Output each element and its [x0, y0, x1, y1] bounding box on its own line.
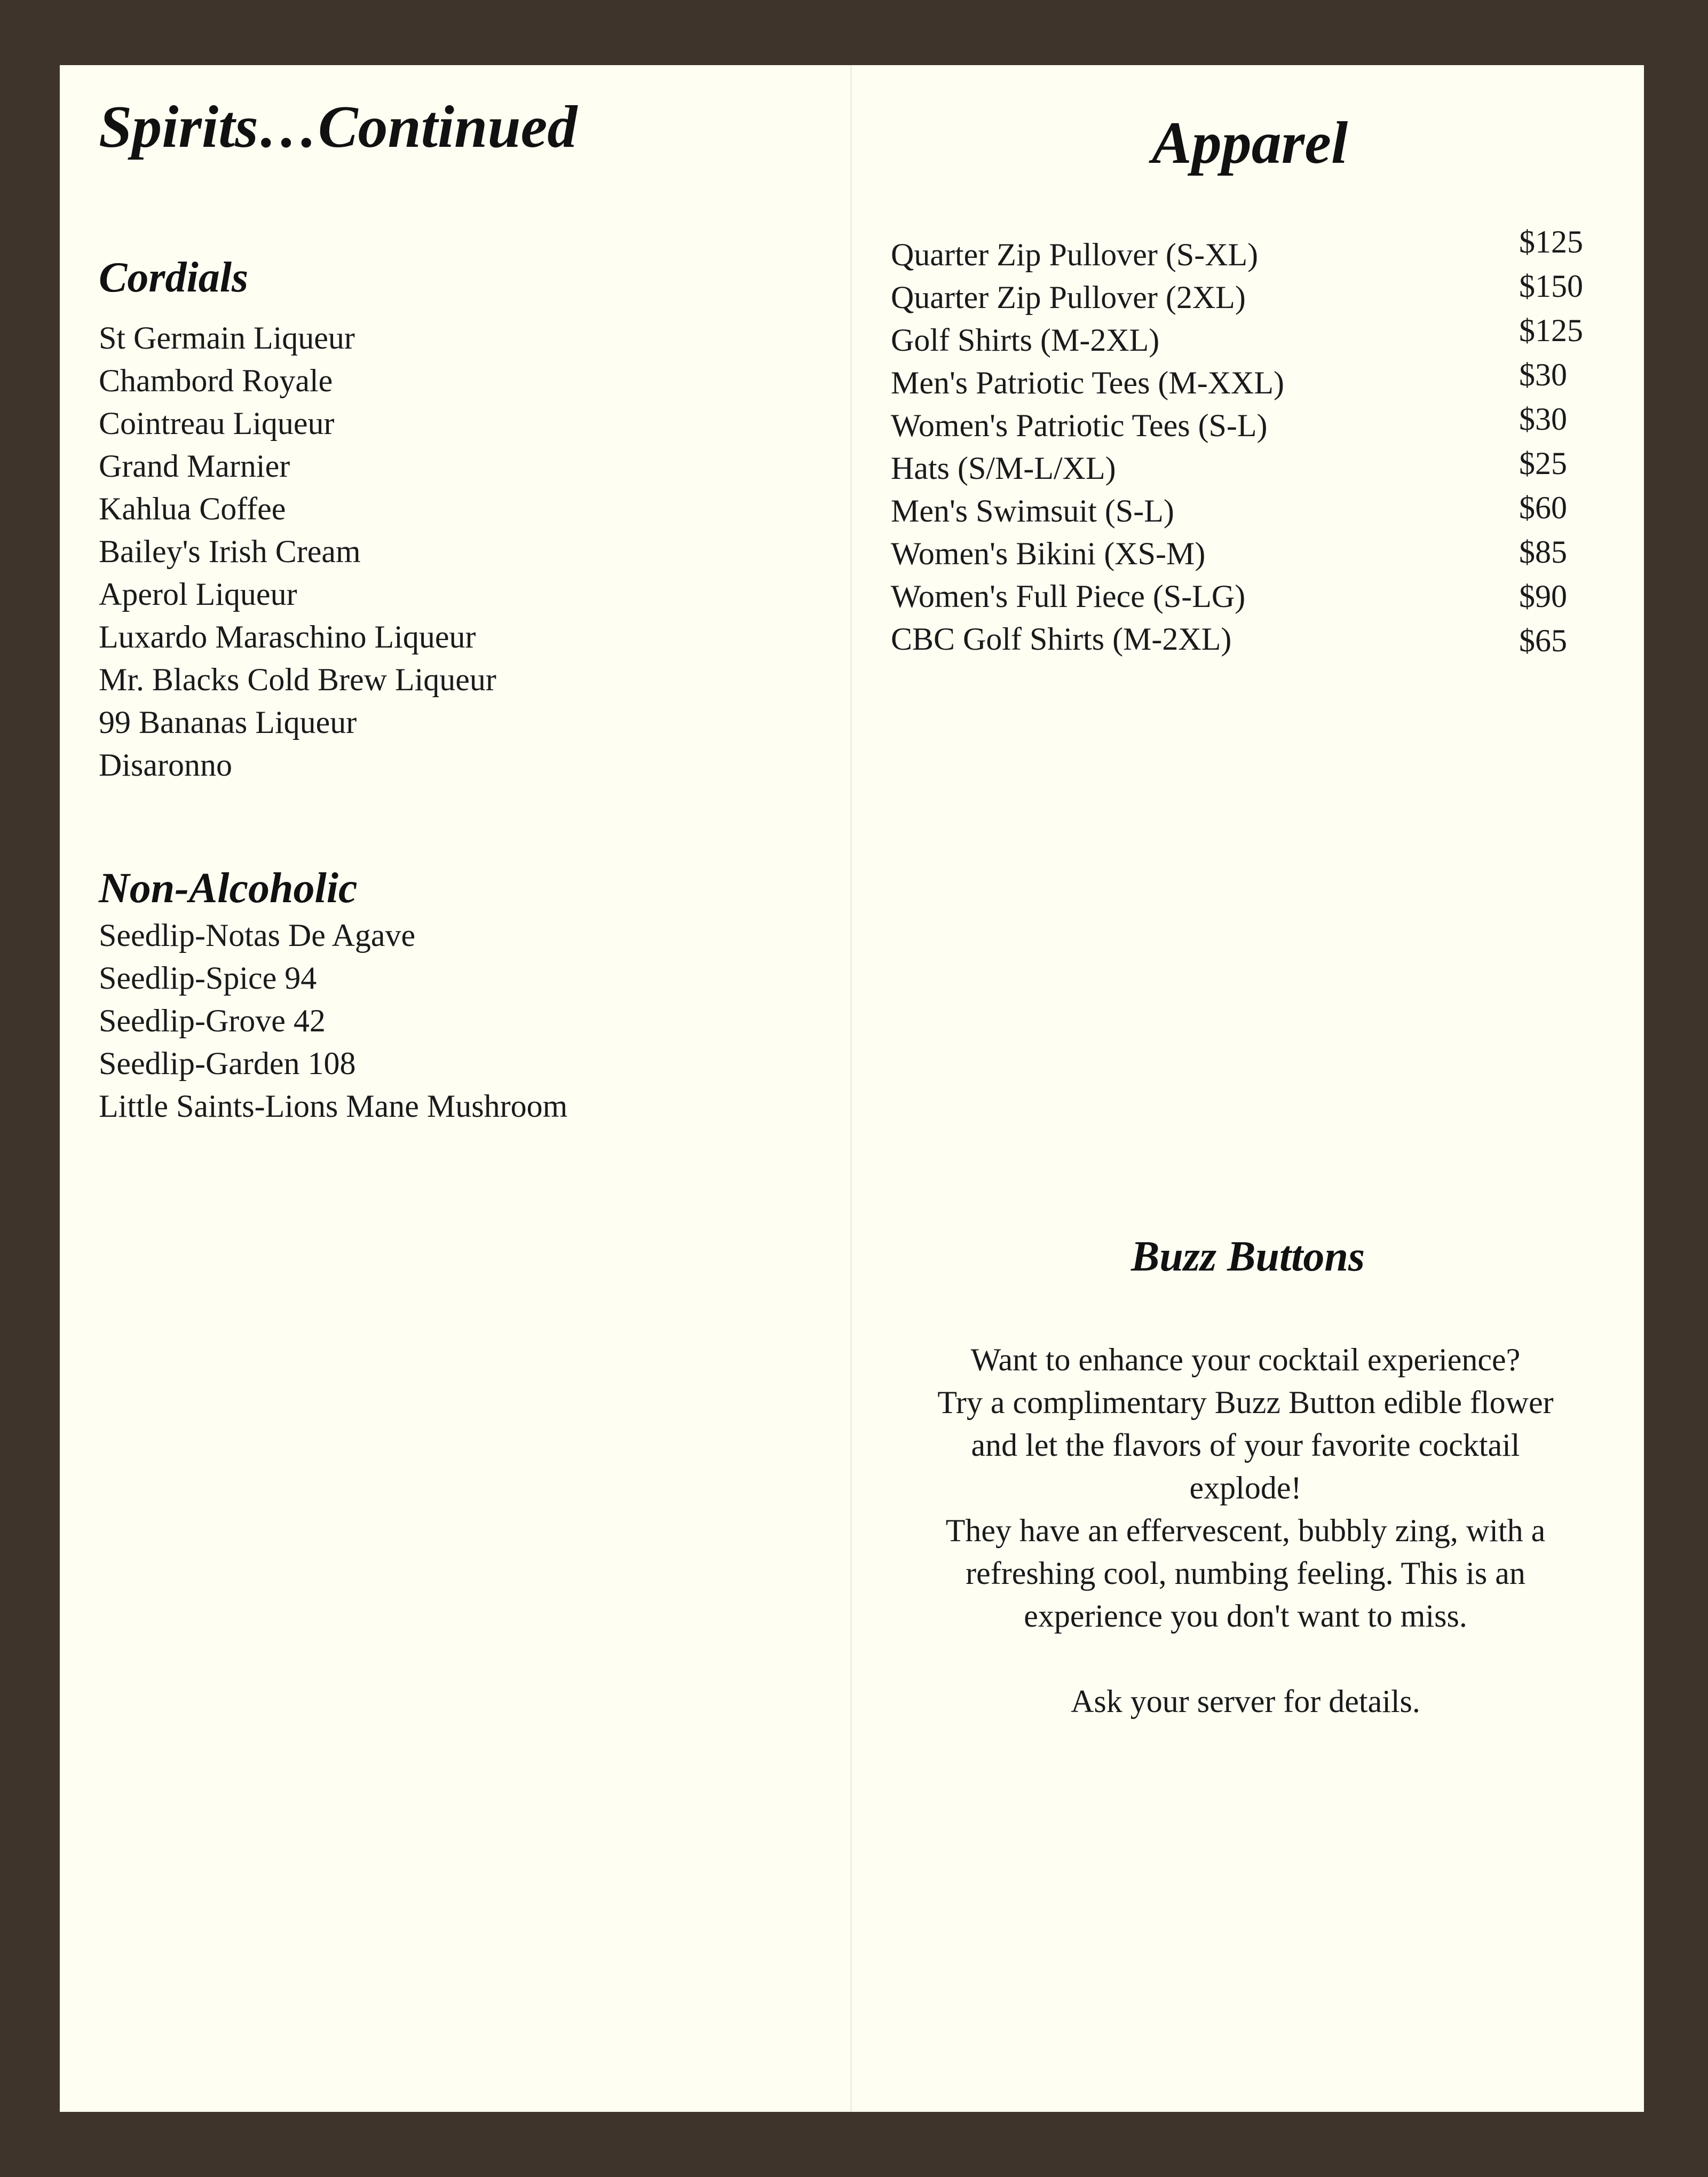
cordial-item: 99 Bananas Liqueur — [99, 705, 357, 740]
non-alcoholic-item: Little Saints-Lions Mane Mushroom — [99, 1088, 568, 1124]
buzz-description-line: and let the flavors of your favorite cocktail — [971, 1427, 1520, 1463]
cordial-item: Chambord Royale — [99, 363, 333, 398]
apparel-item-names — [891, 233, 1284, 660]
buzz-description-line: refreshing cool, numbing feeling. This is an — [966, 1556, 1525, 1591]
buzz-description-line: Want to enhance your cocktail experience? — [970, 1342, 1521, 1377]
cordials-list — [99, 317, 496, 786]
non-alcoholic-item: Seedlip-Garden 108 — [99, 1046, 356, 1081]
cordial-item: Disaronno — [99, 747, 232, 783]
cordial-item: Kahlua Coffee — [99, 491, 286, 526]
buzz-description-line: experience you don't want to miss. — [1024, 1598, 1467, 1634]
apparel-heading: Apparel — [1152, 110, 1348, 176]
apparel-item-price: $30 — [1519, 401, 1567, 437]
non-alcoholic-item: Seedlip-Notas De Agave — [99, 918, 416, 953]
paragraph-spacer — [852, 1637, 1639, 1680]
buzz-description-line: explode! — [1189, 1470, 1302, 1505]
apparel-item-name: Men's Patriotic Tees (M-XXL) — [891, 365, 1285, 400]
buzz-closing-line: Ask your server for details. — [1071, 1684, 1420, 1719]
apparel-item-price: $125 — [1519, 224, 1583, 259]
buzz-buttons-heading: Buzz Buttons — [1130, 1233, 1365, 1280]
cordial-item: Aperol Liqueur — [99, 577, 297, 612]
apparel-item-price: $65 — [1519, 623, 1567, 658]
apparel-item-name: Quarter Zip Pullover (2XL) — [891, 280, 1246, 315]
apparel-item-price: $90 — [1519, 579, 1567, 614]
apparel-item-name: Golf Shirts (M-2XL) — [891, 322, 1160, 358]
apparel-item-price: $150 — [1519, 269, 1583, 304]
column-divider — [850, 65, 852, 2112]
non-alcoholic-list — [99, 914, 567, 1127]
apparel-item-name: CBC Golf Shirts (M-2XL) — [891, 621, 1232, 657]
non-alcoholic-item: Seedlip-Grove 42 — [99, 1003, 326, 1038]
cordials-heading: Cordials — [99, 254, 249, 301]
apparel-item-name: Men's Swimsuit (S-L) — [891, 493, 1174, 529]
non-alcoholic-heading: Non-Alcoholic — [99, 865, 358, 912]
menu-page — [60, 65, 1644, 2112]
cordial-item: Cointreau Liqueur — [99, 406, 335, 441]
buzz-buttons-description — [852, 1338, 1639, 1723]
buzz-description-line: Try a complimentary Buzz Button edible flower — [937, 1385, 1554, 1420]
buzz-description-line: They have an effervescent, bubbly zing, with a — [945, 1513, 1546, 1548]
apparel-item-price: $85 — [1519, 534, 1567, 570]
cordial-item: St Germain Liqueur — [99, 320, 355, 356]
spirits-continued-title: Spirits…Continued — [99, 94, 578, 160]
apparel-item-prices — [1519, 220, 1583, 663]
apparel-item-name: Quarter Zip Pullover (S-XL) — [891, 237, 1259, 272]
apparel-item-name: Women's Bikini (XS-M) — [891, 536, 1206, 571]
apparel-item-price: $60 — [1519, 490, 1567, 525]
cordial-item: Mr. Blacks Cold Brew Liqueur — [99, 662, 496, 697]
cordial-item: Bailey's Irish Cream — [99, 534, 361, 569]
apparel-item-name: Hats (S/M-L/XL) — [891, 451, 1116, 486]
apparel-item-name: Women's Patriotic Tees (S-L) — [891, 408, 1268, 443]
apparel-item-name: Women's Full Piece (S-LG) — [891, 579, 1246, 614]
apparel-item-price: $125 — [1519, 313, 1583, 348]
non-alcoholic-item: Seedlip-Spice 94 — [99, 960, 317, 996]
cordial-item: Grand Marnier — [99, 448, 290, 484]
cordial-item: Luxardo Maraschino Liqueur — [99, 619, 476, 654]
apparel-item-price: $30 — [1519, 357, 1567, 392]
apparel-item-price: $25 — [1519, 446, 1567, 481]
